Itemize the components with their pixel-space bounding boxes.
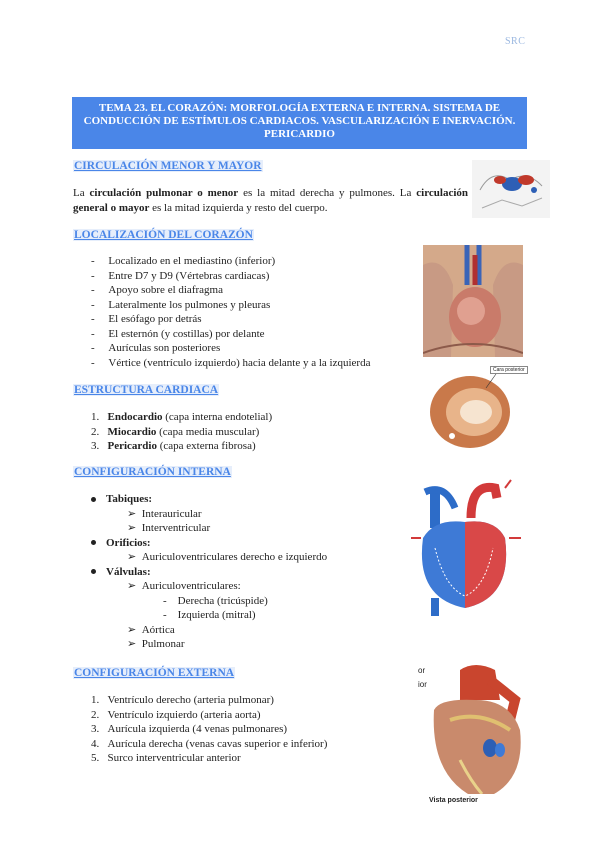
section-heading-estructura: ESTRUCTURA CARDIACA: [74, 384, 219, 396]
list-item: - Localizado en el mediastino (inferior): [91, 255, 276, 267]
list-item: - Aurículas son posteriores: [91, 342, 221, 354]
list-item: 2. Miocardio (capa media muscular): [91, 425, 260, 438]
list-item: ➢ Interauricular: [127, 507, 202, 520]
list-item: 2. Ventrículo izquierdo (arteria aorta): [91, 708, 261, 721]
estructura-list: [91, 410, 272, 454]
list-item: Tabiques:: [91, 492, 327, 507]
thorax-heart-image: [423, 245, 523, 357]
heart-section-image: [422, 366, 530, 452]
image-label: Cara posterior: [490, 366, 528, 374]
image-fragment-label: or: [418, 666, 426, 675]
list-item: - Apoyo sobre el diafragma: [91, 284, 223, 296]
section-heading-interna: CONFIGURACIÓN INTERNA: [74, 466, 231, 478]
image-caption: Vista posterior: [423, 794, 535, 807]
externa-list: [91, 693, 327, 766]
circulacion-paragraph: La circulación pulmonar o menor es la mitad derecha y pulmones. La circulación general o mayor es la mitad izquierda y resto del cuerpo.: [73, 187, 468, 214]
list-item: ➢ Auriculoventriculares:: [127, 580, 241, 592]
localizacion-list: [91, 254, 370, 370]
list-item: 4. Aurícula derecha (venas cavas superior e inferior): [91, 737, 328, 750]
author-initials: SRC: [505, 36, 526, 47]
heart-interior-diagram-image: [405, 478, 525, 616]
list-item: 3. Aurícula izquierda (4 venas pulmonares): [91, 723, 288, 735]
list-item: ➢ Pulmonar: [127, 638, 185, 650]
list-item: ➢ Auriculoventriculares derecho e izquierdo: [127, 551, 328, 563]
heart-posterior-image: [420, 660, 530, 808]
page-title: TEMA 23. EL CORAZÓN: MORFOLOGÍA EXTERNA E INTERNA. SISTEMA DE CONDUCCIÓN DE ESTÍMULOS CARDIACOS. VASCULARIZACIÓN E INERVACIÓN. PERICARDIO: [72, 97, 527, 149]
list-item: 5. Surco interventricular anterior: [91, 752, 241, 764]
list-item: - Entre D7 y D9 (Vértebras cardiacas): [91, 269, 270, 282]
list-item: - Izquierda (mitral): [163, 609, 256, 621]
list-item: Orificios:: [91, 536, 327, 551]
list-item: - El esternón (y costillas) por delante: [91, 327, 265, 340]
list-item: 1. Ventrículo derecho (arteria pulmonar): [91, 694, 274, 706]
interna-list: [91, 492, 327, 652]
list-item: Válvulas:: [91, 565, 327, 580]
list-item: - El esófago por detrás: [91, 313, 202, 325]
list-item: 3. Pericardio (capa externa fibrosa): [91, 440, 256, 452]
list-item: - Derecha (tricúspide): [163, 594, 268, 607]
section-heading-externa: CONFIGURACIÓN EXTERNA: [74, 667, 235, 679]
list-item: - Vértice (ventrículo izquierdo) hacia delante y a la izquierda: [91, 356, 371, 369]
list-item: ➢ Interventricular: [127, 522, 211, 534]
image-fragment-label: ior: [418, 680, 427, 689]
circulation-diagram-image: [472, 160, 550, 218]
section-heading-circulacion: CIRCULACIÓN MENOR Y MAYOR: [74, 160, 262, 172]
list-item: ➢ Aórtica: [127, 623, 175, 636]
section-heading-localizacion: LOCALIZACIÓN DEL CORAZÓN: [74, 229, 253, 241]
list-item: 1. Endocardio (capa interna endotelial): [91, 411, 273, 423]
list-item: - Lateralmente los pulmones y pleuras: [91, 298, 271, 311]
